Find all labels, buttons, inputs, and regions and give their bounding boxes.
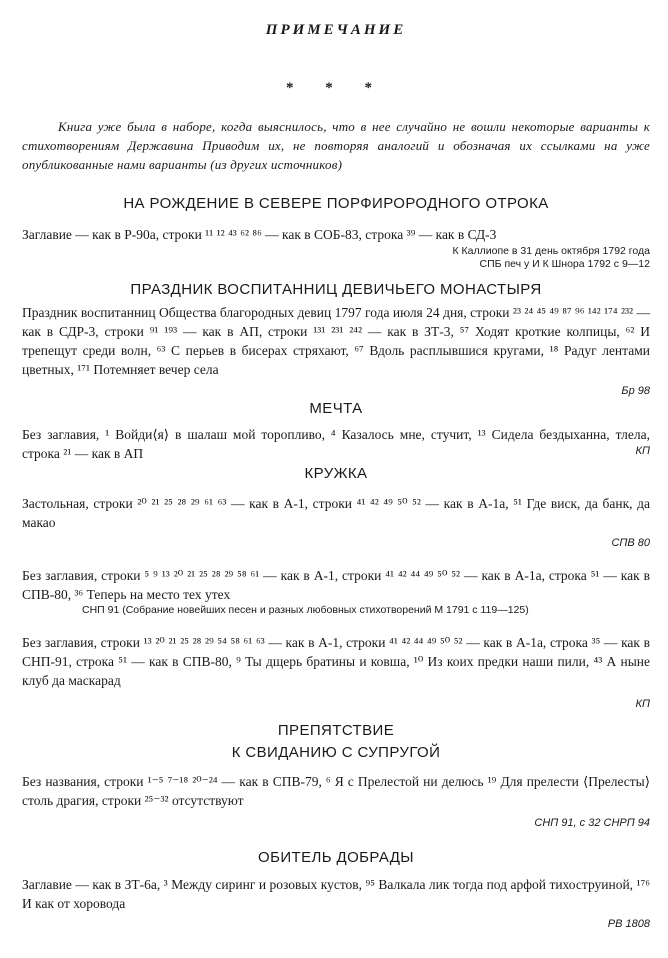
section-heading-prazdnik: ПРАЗДНИК ВОСПИТАННИЦ ДЕВИЧЬЕГО МОНАСТЫРЯ	[130, 281, 542, 298]
variant-source: КП	[635, 698, 650, 710]
section-heading-kruzhka: КРУЖКА	[304, 465, 368, 482]
page-title: ПРИМЕЧАНИЕ	[265, 22, 407, 38]
section-source-mechta: КП	[635, 445, 650, 457]
section-source-prepyatstvie: СНП 91, с 32 СНРП 94	[534, 817, 650, 829]
section-heading-rozhdenie: НА РОЖДЕНИЕ В СЕВЕРЕ ПОРФИРОРОДНОГО ОТРОКА	[123, 195, 549, 212]
section-body-prepyatstvie: Без названия, строки ¹⁻⁵ ⁷⁻¹⁸ ²⁰⁻²⁴ — как в СПВ-79, ⁶ Я с Прелестой ни делюсь ¹⁹ Для прелести ⟨Прелесты⟩ столь драгия, строки ²⁵⁻³² отсутствуют	[22, 774, 650, 808]
section-source-obitel: РВ 1808	[607, 918, 650, 930]
section-body-rozhdenie: Заглавие — как в Р-90а, строки ¹¹ ¹² ⁴³ ⁶² ⁸⁶ — как в СОБ-83, строка ³⁹ — как в СД-3	[22, 227, 497, 242]
variant-body: Без заглавия, строки ⁵ ⁹ ¹³ ²⁰ ²¹ ²⁵ ²⁸ ²⁹ ⁵⁸ ⁶¹ — как в А-1, строки ⁴¹ ⁴² ⁴⁴ ⁴⁹ ⁵⁰ ⁵² — как в А-1а, строка ⁵¹ — как в СПВ-80, ³⁶ Теперь на место тех утех	[22, 568, 650, 602]
section-source-prazdnik: Бр 98	[621, 385, 650, 397]
intro-paragraph: Книга уже была в наборе, когда выяснилось, что в нее случайно не вошли некоторые варианты к стихотворениям Державина Приводим их, не повторяя аналогий и обозначая их ссылками на уже опубликованные нами варианты (из других источников)	[22, 119, 650, 172]
section-heading-prepyatstvie-2: К СВИДАНИЮ С СУПРУГОЙ	[231, 744, 441, 761]
variant-source: СПВ 80	[611, 537, 650, 549]
section-source-rozhdenie	[350, 245, 650, 271]
section-heading-prepyatstvie-1: ПРЕПЯТСТВИЕ	[277, 722, 395, 739]
source-line: К Каллиопе в 31 день октября 1792 года	[452, 245, 650, 257]
section-body-obitel: Заглавие — как в ЗТ-6а, ³ Между сиринг и розовых кустов, ⁹⁵ Валкала лик тогда под арфой тихоструиной, ¹⁷⁶ И как от хоровода	[22, 877, 650, 911]
section-heading-mechta: МЕЧТА	[309, 400, 363, 417]
source-line: СПБ печ у И К Шнора 1792 с 9—12	[479, 258, 650, 270]
variant-body: Застольная, строки ²⁰ ²¹ ²⁵ ²⁸ ²⁹ ⁶¹ ⁶³ — как в А-1, строки ⁴¹ ⁴² ⁴⁹ ⁵⁰ ⁵² — как в А-1а, ⁵¹ Где виск, да банк, да макао	[22, 496, 650, 530]
variant-body: Без заглавия, строки ¹³ ²⁰ ²¹ ²⁵ ²⁸ ²⁹ ⁵⁴ ⁵⁸ ⁶¹ ⁶³ — как в А-1, строки ⁴¹ ⁴² ⁴⁴ ⁴⁹ ⁵⁰ ⁵² — как в А-1а, строка ³⁵ — как в СНП-91, строка ⁵¹ — как в СПВ-80, ⁹ Ты дщерь братины и ковша, ¹⁰ Из коих предки наши пили, ⁴³ А ныне клуб да маскарад	[22, 635, 650, 688]
section-divider-stars: * * *	[286, 80, 386, 96]
section-heading-obitel: ОБИТЕЛЬ ДОБРАДЫ	[258, 849, 414, 866]
variant-source: СНП 91 (Собрание новейших песен и разных любовных стихотворений М 1791 с 119—125)	[82, 604, 529, 616]
section-body-prazdnik: Праздник воспитанниц Общества благородных девиц 1797 года июля 24 дня, строки ²³ ²⁴ ⁴⁵ ⁴⁹ ⁸⁷ ⁹⁶ ¹⁴² ¹⁷⁴ ²³² — как в СДР-3, строки ⁹¹ ¹⁹³ — как в АП, строки ¹³¹ ²³¹ ²⁴² — как в ЗТ-3, ⁵⁷ Ходят кроткие колпицы, ⁶² И трепещут среди волн, ⁶³ С перьев в бисерах стряхают, ⁶⁷ Вдоль расплывшися кругами, ¹⁸ Радуг лентами цветных, ¹⁷¹ Потемняет вечер села	[22, 305, 650, 377]
section-body-mechta: Без заглавия, ¹ Войди⟨я⟩ в шалаш мой торопливо, ⁴ Казалось мне, стучит, ¹³ Сидела бездыханна, тлела, строка ²¹ — как в АП	[22, 427, 650, 461]
